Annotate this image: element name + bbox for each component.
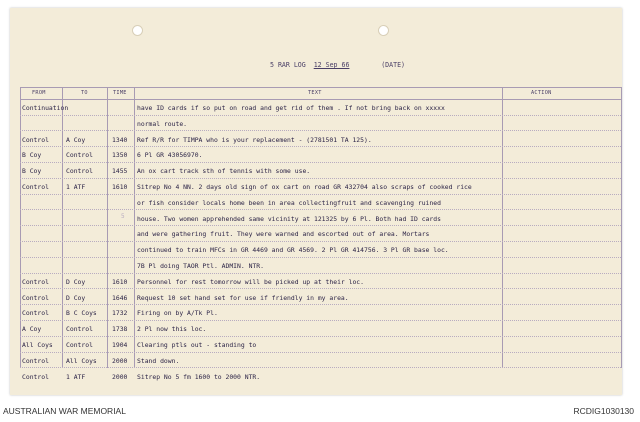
log-entry-row xyxy=(10,294,622,308)
archive-reference: RCDIG1030130 xyxy=(573,406,634,416)
log-entry-row xyxy=(10,309,622,323)
row-rule xyxy=(20,162,621,163)
table-header-rule xyxy=(20,99,621,100)
log-entry-row xyxy=(10,262,622,276)
entry-text: Sitrep No 5 fm 1600 to 2000 NTR. xyxy=(137,372,261,381)
entry-text: 6 Pl GR 43056970. xyxy=(137,151,203,160)
entry-from: Control xyxy=(22,372,49,381)
entry-to: B C Coys xyxy=(66,309,97,318)
entry-time: 1610 xyxy=(112,183,128,191)
entry-to: D Coy xyxy=(66,277,86,286)
entry-text: Ref R/R for TIMPA who is your replacement - (2781501 TA 125). xyxy=(137,135,372,144)
log-header xyxy=(270,61,405,69)
row-rule xyxy=(20,320,621,321)
entry-time: 1904 xyxy=(112,341,128,349)
entry-text: continued to train MFCs in GR 4469 and GR 4569. 2 Pl GR 414756. 3 Pl GR base loc. xyxy=(137,246,449,255)
entry-to: Control xyxy=(66,151,93,160)
log-date: 12 Sep 66 xyxy=(313,61,350,69)
entry-to: D Coy xyxy=(66,293,86,302)
entry-time: 1732 xyxy=(112,309,128,318)
entry-to: 1 ATF xyxy=(66,372,86,381)
log-entry-row xyxy=(10,120,622,134)
row-rule xyxy=(20,367,621,368)
entry-to: All Coys xyxy=(66,356,97,365)
row-rule xyxy=(20,336,621,337)
row-rule xyxy=(20,304,621,305)
entry-text: 7B Pl doing TAOR Ptl. ADMIN. NTR. xyxy=(137,262,264,270)
entry-to: A Coy xyxy=(66,135,86,144)
entry-text: 2 Pl now this loc. xyxy=(137,325,207,334)
entry-time: 2000 xyxy=(112,372,128,381)
entry-from: A Coy xyxy=(22,325,42,334)
entry-to: Control xyxy=(66,341,93,349)
entry-to: Control xyxy=(66,167,93,176)
entry-text: or fish consider locals home been in area collectingfruit and scavenging ruined xyxy=(137,198,441,207)
log-entry-row xyxy=(10,246,622,260)
log-entry-row xyxy=(10,341,622,355)
entry-text: have ID cards if so put on road and get rid of them . If not bring back on xxxxx xyxy=(137,104,445,112)
log-entry-row xyxy=(10,183,622,197)
entry-from: Control xyxy=(22,293,49,302)
date-label: (DATE) xyxy=(381,61,406,69)
entry-from: Continuation xyxy=(22,104,69,112)
entry-time: 1646 xyxy=(112,293,128,302)
row-rule xyxy=(20,115,621,116)
entry-text: house. Two women apprehended same vicinity at 121325 by 6 Pl. Both had ID cards xyxy=(137,214,441,223)
log-entry-row xyxy=(10,167,622,181)
entry-time: 2000 xyxy=(112,356,128,365)
row-rule xyxy=(20,209,621,210)
row-rule xyxy=(20,257,621,258)
archive-footer xyxy=(0,403,640,422)
row-rule xyxy=(20,352,621,353)
col-header-to: TO xyxy=(81,90,88,96)
entry-text: Clearing ptls out - standing to xyxy=(137,341,257,349)
entry-text: and were gathering fruit. They were warned and escorted out of area. Mortars xyxy=(137,230,430,239)
entry-from: B Coy xyxy=(22,151,42,160)
log-entry-row xyxy=(10,104,622,118)
entry-time: 1340 xyxy=(112,135,128,144)
entry-from: Control xyxy=(22,277,49,286)
entry-to: 1 ATF xyxy=(66,183,86,191)
col-header-from: FROM xyxy=(32,90,46,96)
entry-time: 1738 xyxy=(112,325,128,334)
row-rule xyxy=(20,241,621,242)
log-entry-row xyxy=(10,230,622,244)
entry-from: Control xyxy=(22,356,49,365)
row-rule xyxy=(20,273,621,274)
row-rule xyxy=(20,288,621,289)
punch-hole-right xyxy=(378,25,389,36)
table-top-rule xyxy=(20,87,621,88)
row-rule xyxy=(20,130,621,131)
form-name: 5 RAR LOG xyxy=(270,61,306,69)
entry-text: Stand down. xyxy=(137,356,180,365)
row-rule xyxy=(20,178,621,179)
entry-from: All Coys xyxy=(22,341,53,349)
entry-text: Firing on by A/Tk Pl. xyxy=(137,309,218,318)
entry-from: Control xyxy=(22,309,49,318)
log-entry-row xyxy=(10,278,622,292)
entry-text: Personnel for rest tomorrow will be picked up at their loc. xyxy=(137,277,365,286)
log-entry-row xyxy=(10,215,622,229)
entry-from: B Coy xyxy=(22,167,42,176)
stray-mark: 5 xyxy=(121,213,125,220)
entry-from: Control xyxy=(22,135,49,144)
log-sheet xyxy=(10,8,622,395)
col-header-text: TEXT xyxy=(308,90,322,96)
archive-name: AUSTRALIAN WAR MEMORIAL xyxy=(3,406,126,416)
col-header-time: TIME xyxy=(113,90,127,96)
entry-time: 1610 xyxy=(112,277,128,286)
entry-text: An ox cart track sth of tennis with some use. xyxy=(137,167,311,176)
log-entry-row xyxy=(10,325,622,339)
punch-hole-left xyxy=(132,25,143,36)
log-entry-row xyxy=(10,199,622,213)
row-rule xyxy=(20,225,621,226)
entry-text: Sitrep No 4 NN. 2 days old sign of ox cart on road GR 432704 also scraps of cooked rice xyxy=(137,183,472,191)
row-rule xyxy=(20,146,621,147)
entry-text: normal route. xyxy=(137,119,188,128)
log-entry-row xyxy=(10,373,622,387)
entry-text: Request 10 set hand set for use if friendly in my area. xyxy=(137,293,349,302)
col-header-action: ACTION xyxy=(531,90,552,96)
log-entry-row xyxy=(10,357,622,371)
entry-to: Control xyxy=(66,325,93,334)
row-rule xyxy=(20,194,621,195)
entry-time: 1455 xyxy=(112,167,128,176)
log-entry-row xyxy=(10,151,622,165)
entry-from: Control xyxy=(22,183,49,191)
entry-time: 1350 xyxy=(112,151,128,160)
log-entry-row xyxy=(10,136,622,150)
